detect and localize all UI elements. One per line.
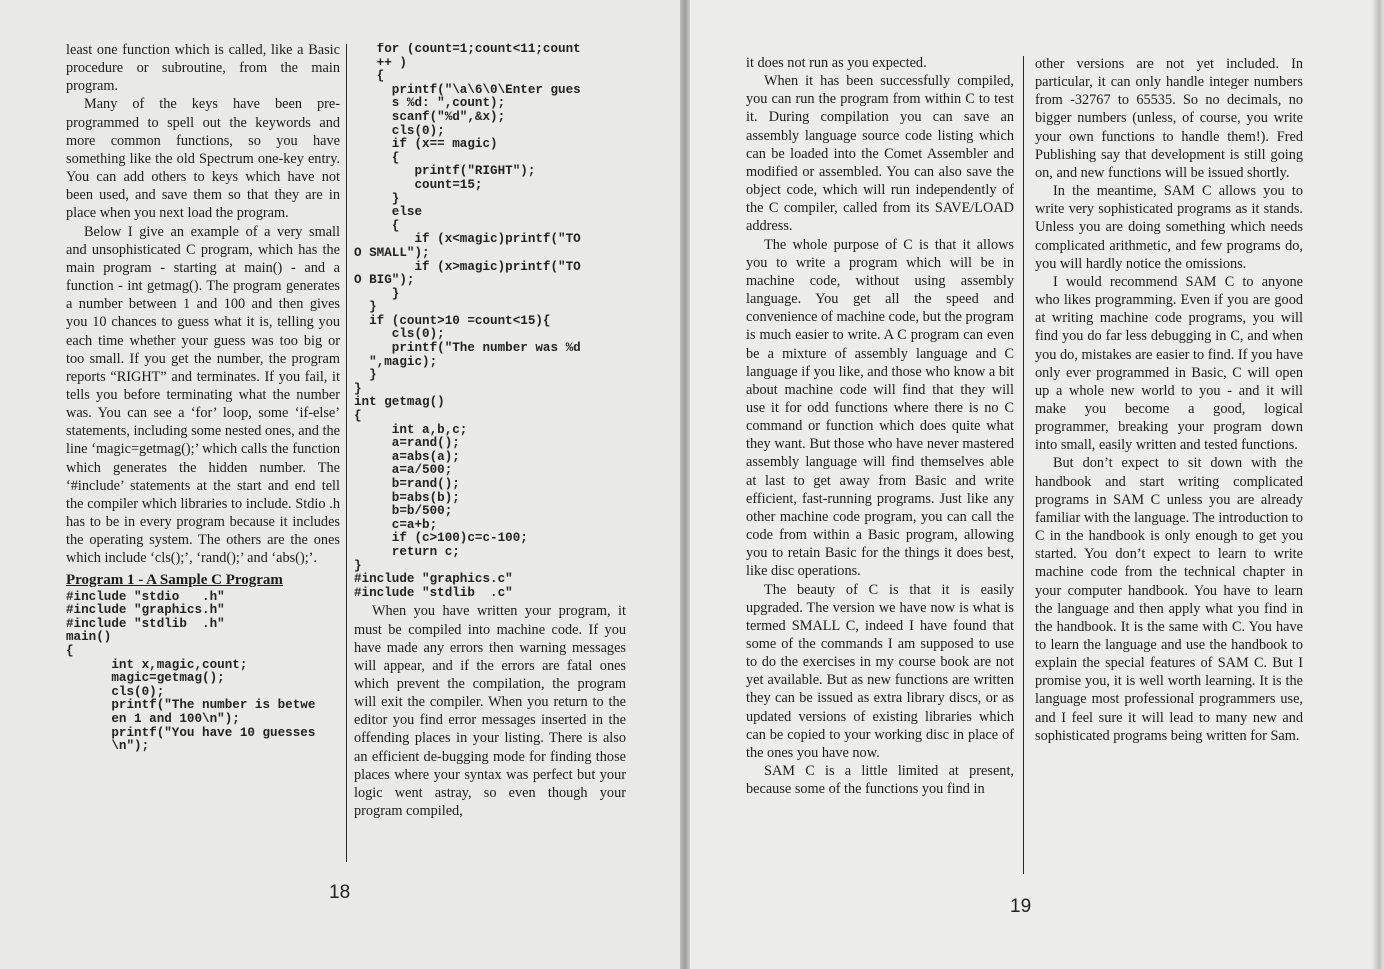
column-rule: [346, 44, 347, 862]
paragraph: Many of the keys have been pre-programmed to spell out the keywords and more common functions, so you have something like the old Spectrum one-key entry. You can add others to keys which have not been used, and save them so that they are in place when you next load the program.: [66, 96, 340, 222]
paragraph: least one function which is called, like a Basic procedure or subroutine, from the main program.: [66, 42, 340, 95]
page-number: 19: [1010, 896, 1032, 917]
program-heading: Program 1 - A Sample C Program: [66, 571, 283, 588]
paragraph: other versions are not yet included. In particular, it can only handle integer numbers from -32767 to 65535. So no decimals, no bigger numbers (unless, of course, you write your own functions to handle them!). Fred Publishing say that development is still going on, and new functions will be issued shortly.: [1035, 56, 1303, 181]
book-gutter: [680, 0, 690, 969]
right-col2: [1035, 55, 1303, 885]
left-col1: [66, 41, 340, 871]
left-col2: [354, 43, 626, 863]
paragraph: The beauty of C is that it is easily upgraded. The version we have now is what is termed SMALL C, indeed I have found that some of the commands I am supposed to use to do the exercises in my course book are not yet available. But as new functions are written they can be issued as extra library discs, or as updated versions of existing libraries which can be copied to your working disc in place of the ones you have now.: [746, 581, 1014, 761]
paragraph: The whole purpose of C is that it allows you to write a program which will be in machine code, without using assembly language. You get all the speed and convenience of machine code, but the program is much easier to write. A C program can even be a mixture of assembly language and C language if you like, and those who know a bit about machine code will find that they will use it for odd functions where there is no C command or function which does quite what they want. But those who have never mastered assembly language will find themselves able at last to get away from Basic and write efficient, fast-running programs. Just like any other machine code program, you can call the code from within a Basic program, allowing you to retain Basic for the things it does best, like disc operations.: [746, 236, 1014, 580]
paragraph: I would recommend SAM C to anyone who likes programming. Even if you are good at writing machine code programs, you will find you do far less debugging in C, and when you do, mistakes are easier to find. If you have only ever programmed in Basic, C will open up a whole new world to you - and it will make you become a good, logical programmer, breaking your program down into small, easily written and tested functions.: [1035, 273, 1303, 454]
paragraph: In the meantime, SAM C allows you to write very sophisticated programs as it stands. Unless you are doing something which needs complicated arithmetic, and few programs do, you will hardly notice the omissions.: [1035, 183, 1303, 272]
code-listing-part1: #include "stdio .h" #include "graphics.h" #include "stdlib .h" main() { int x,magic,count; magic=getmag(); cls(0); printf("The number is betwe en 1 and 100\n"); printf("You have 10 guesses \n");: [66, 589, 316, 754]
paragraph: When you have written your program, it must be compiled into machine code. If you have made any errors then warning messages will appear, and if the errors are fatal ones which prevent the compilation, the program will exit the compiler. When you return to the editor you find error messages inserted in the offending places in your listing. There is also an efficient de-bugging mode for finding those places where your syntax was perfect but your logic went astray, so even though your program compiled,: [354, 603, 626, 820]
right-col1: [746, 54, 1014, 874]
column-rule: [1023, 56, 1024, 874]
page-number: 18: [329, 882, 351, 903]
paragraph: SAM C is a little limited at present, because some of the functions you find in: [746, 763, 1014, 798]
code-listing-part2: for (count=1;count<11;count ++ ) { printf("\a\6\0\Enter gues s %d: ",count); scanf("%d",&x); cls(0); if (x== magic) { printf("RIGHT"); count=15; } else { if (x<magic)printf("TO O SMALL"); if (x>magic)printf("TO O BIG"); } } if (count>10 =count<15){ cls(0); printf("The number was %d ",magic); } } int getmag() { int a,b,c; a=rand(); a=abs(a); a=a/500; b=rand(); b=abs(b); b=b/500; c=a+b; if (c>100)c=c-100; return c; } #include "graphics.c" #include "stdlib .c": [354, 43, 581, 600]
right-page: [690, 0, 1384, 969]
paragraph: Below I give an example of a very small and unsophisticated C program, which has the main program - starting at main() - and a function - int getmag(). The program generates a number between 1 and 100 and then gives you 10 chances to guess what it is, telling you each time whether your guess was too big or too small. If you get the number, the program reports “RIGHT” and terminates. If you fail, it tells you before terminating what the number was. You can see a ‘for’ loop, some ‘if-else’ statements, including some nested ones, and the line ‘magic=getmag();’ which calls the function which generates the hidden number. The ‘#include’ statements at the start and end tell the compiler which libraries to include. Stdio .h has to be in every program because it includes the operating system. The others are the ones which include ‘cls();’, ‘rand();’ and ‘abs();’.: [66, 223, 340, 567]
left-page: [0, 0, 680, 969]
paragraph: it does not run as you expected.: [746, 55, 927, 71]
paragraph: When it has been successfully compiled, you can run the program from within C to test it. During compilation you can save an assembly language source code listing which can be loaded into the Comet Assembler and modified or assembled. You can also save the object code, which will run independently of the C compiler, called from its SAVE/LOAD address.: [746, 73, 1014, 235]
page-edge: [1372, 0, 1384, 969]
paragraph: But don’t expect to sit down with the handbook and start writing complicated programs in SAM C unless you are already familiar with the language. The introduction to C in the handbook is only enough to get you started. You don’t expect to learn to write machine code from the technical chapter in your computer handbook. You have to learn the language and then apply what you find in the handbook. It is the same with C. You have to learn the language and use the handbook to explain the special features of SAM C. But I promise you, it is well worth learning. It is the language most professional programmers use, and I feel sure it will lead to many new and sophisticated programs being written for Sam.: [1035, 455, 1303, 744]
